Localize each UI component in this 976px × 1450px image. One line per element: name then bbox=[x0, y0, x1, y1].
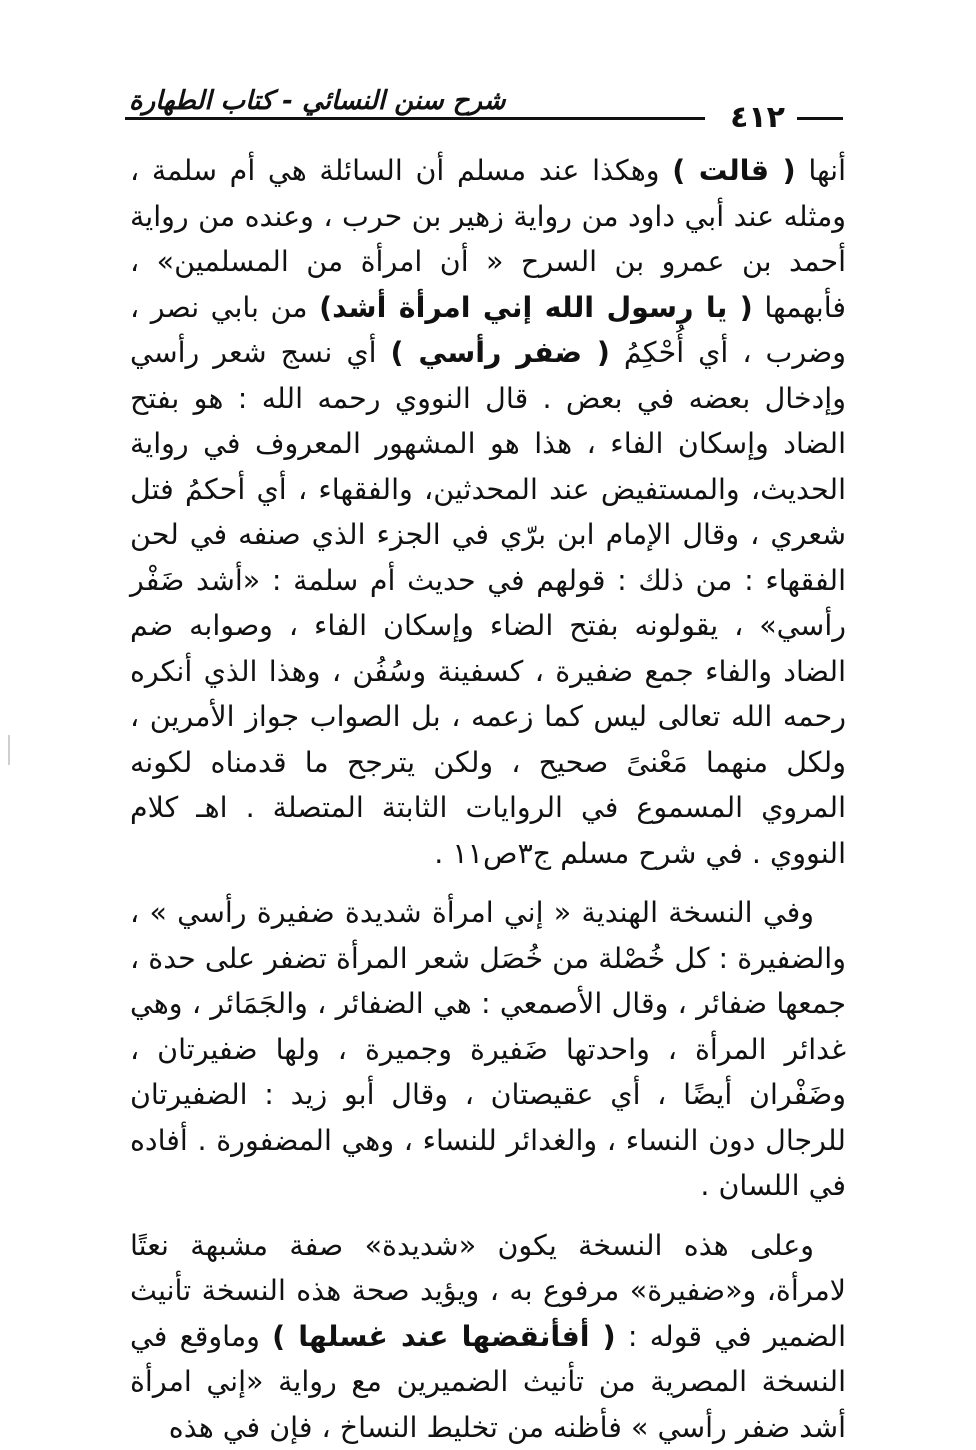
text-segment: وهكذا عند مسلم أن السائلة هي أم سلمة ، ومثله عند أبي داود من رواية زهير بن حرب ، وعنده من رواية أحمد بن عمرو بن السرح « أن امرأة من المسلمين» ، فأبهمها bbox=[130, 154, 846, 324]
paragraph-2 bbox=[130, 890, 846, 1209]
scan-margin-mark bbox=[8, 735, 10, 765]
bold-quote: ( قالت ) bbox=[672, 154, 795, 187]
paragraph-1 bbox=[130, 148, 846, 876]
text-segment: من بابي نصر ، وضرب ، أي أُحْكِمُ bbox=[130, 291, 846, 370]
paragraph-3 bbox=[130, 1223, 846, 1450]
text-segment: وفي النسخة الهندية « إني امرأة شديدة ضفيرة رأسي » ، والضفيرة : كل خُصْلة من خُصَل شعر المرأة تضفر على حدة ، جمعها ضفائر ، وقال الأصمعي : هي الضفائر ، والجَمَائر ، وهي غدائر المرأة ، واحدتها ضَفيرة وجميرة ، ولها ضفيرتان ، وضَفْران أيضًا ، أي عقيصتان ، وقال أبو زيد : الضفيرتان للرجال دون النساء ، والغدائر للنساء ، وهي المضفورة . أفاده في اللسان . bbox=[130, 896, 846, 1202]
header-dash bbox=[797, 117, 843, 120]
text-segment: وعلى هذه النسخة يكون «شديدة» صفة مشبهة نعتًا لامرأة، و«ضفيرة» مرفوع به ، ويؤيد صحة هذه النسخة تأنيث الضمير في قوله : bbox=[130, 1229, 846, 1353]
text-segment: وماوقع في النسخة المصرية من تأنيث الضميرين مع رواية «إني امرأة أشد ضفر رأسي » فأظنه من تخليط النساخ ، فإن في هذه bbox=[130, 1320, 846, 1444]
page-number: ٤١٢ bbox=[730, 100, 785, 135]
bold-quote: ( أفأنقضها عند غسلها ) bbox=[272, 1320, 616, 1353]
running-title: شرح سنن النسائي - كتاب الطهارة bbox=[125, 86, 510, 116]
page-header bbox=[125, 92, 843, 136]
body-text bbox=[130, 148, 846, 1450]
text-segment: أي نسج شعر رأسي وإدخال بعضه في بعض . قال النووي رحمه الله : هو بفتح الضاد وإسكان الفاء ، هذا هو المشهور المعروف في رواية الحديث، والمستفيض عند المحدثين، والفقهاء ، أي أحكمُ فتل شعري ، وقال الإمام ابن برّي في الجزء الذي صنفه في لحن الفقهاء : من ذلك : قولهم في حديث أم سلمة : «أشد ضَفْر رأسي» ، يقولونه بفتح الضاء وإسكان الفاء ، وصوابه ضم الضاد والفاء جمع ضفيرة ، كسفينة وسُفُن ، وهذا الذي أنكره رحمه الله تعالى ليس كما زعمه ، بل الصواب جواز الأمرين ، ولكل منهما مَعْنىً صحيح ، ولكن يترجح ما قدمناه لكونه المروي المسموع في الروايات الثابتة المتصلة . اهـ كلام النووي . في شرح مسلم ج٣ص١١ . bbox=[130, 336, 846, 870]
bold-quote: ( يا رسول الله إني امرأة أشد) bbox=[319, 291, 753, 324]
header-rule bbox=[125, 117, 705, 120]
text-segment: أنها bbox=[796, 154, 846, 187]
bold-quote: ( ضفر رأسي ) bbox=[391, 336, 610, 369]
